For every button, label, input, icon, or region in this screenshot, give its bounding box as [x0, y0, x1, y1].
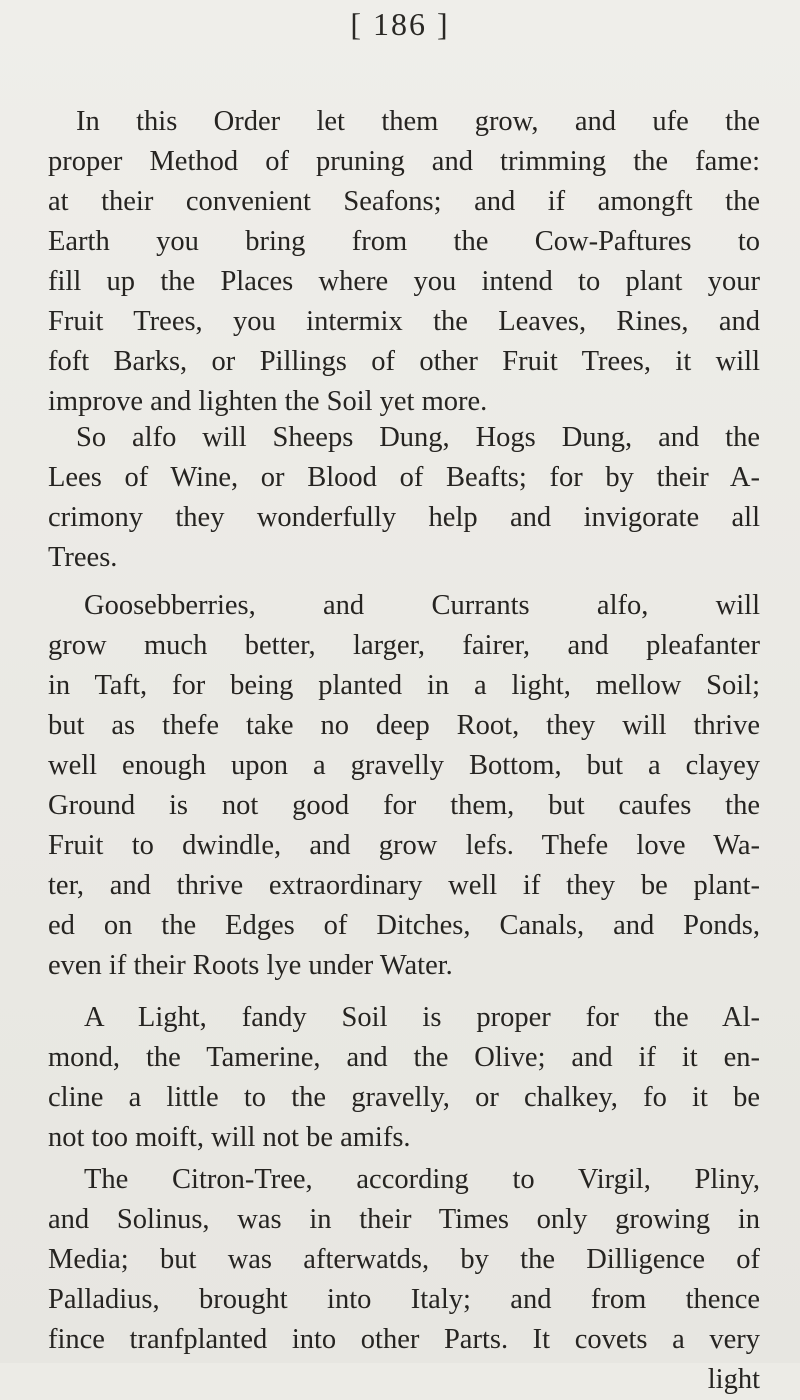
paragraph-2 [48, 418, 760, 578]
paragraph-1 [48, 102, 760, 422]
text-line: So alfo will Sheeps Dung, Hogs Dung, and the [76, 422, 760, 453]
text-line: crimony they wonderfully help and invigorate all [48, 502, 760, 533]
text-line: in Taft, for being planted in a light, mellow Soil; [48, 670, 760, 701]
text-line: Ground is not good for them, but caufes the [48, 790, 760, 821]
text-line: fince tranfplanted into other Parts. It covets a very [48, 1324, 760, 1355]
text-line: Goosebberries, and Currants alfo, will [84, 590, 760, 621]
text-line: not too moift, will not be amifs. [48, 1122, 411, 1153]
text-line: and Solinus, was in their Times only growing in [48, 1204, 760, 1235]
text-line: In this Order let them grow, and ufe the [76, 106, 760, 137]
text-line: Trees. [48, 542, 118, 573]
text-line: improve and lighten the Soil yet more. [48, 386, 488, 417]
paragraph-4 [48, 998, 760, 1158]
page-number: [ 186 ] [350, 6, 450, 42]
text-line: fill up the Places where you intend to plant your [48, 266, 760, 297]
text-line: grow much better, larger, fairer, and pleafanter [48, 630, 760, 661]
text-line: Lees of Wine, or Blood of Beafts; for by their A- [48, 462, 760, 493]
text-line: Fruit Trees, you intermix the Leaves, Rines, and [48, 306, 760, 337]
paragraph-3 [48, 586, 760, 986]
text-line: at their convenient Seafons; and if amongft the [48, 186, 760, 217]
catchword: light [707, 1364, 760, 1395]
text-line: Earth you bring from the Cow-Paftures to [48, 226, 760, 257]
text-line: even if their Roots lye under Water. [48, 950, 453, 981]
text-line: but as thefe take no deep Root, they will thrive [48, 710, 760, 741]
text-line: proper Method of pruning and trimming the fame: [48, 146, 760, 177]
text-line: cline a little to the gravelly, or chalkey, fo it be [48, 1082, 760, 1113]
text-line: The Citron-Tree, according to Virgil, Pliny, [84, 1164, 760, 1195]
text-line: ed on the Edges of Ditches, Canals, and Ponds, [48, 910, 760, 941]
text-line: A Light, fandy Soil is proper for the Al- [84, 1002, 760, 1033]
text-line: mond, the Tamerine, and the Olive; and if it en- [48, 1042, 760, 1073]
text-line: Palladius, brought into Italy; and from thence [48, 1284, 760, 1315]
paragraph-5 [48, 1160, 760, 1400]
text-line: Media; but was afterwatds, by the Dilligence of [48, 1244, 760, 1275]
text-line: foft Barks, or Pillings of other Fruit Trees, it will [48, 346, 760, 377]
text-line: ter, and thrive extraordinary well if they be plant- [48, 870, 760, 901]
text-line: well enough upon a gravelly Bottom, but a clayey [48, 750, 760, 781]
text-line: Fruit to dwindle, and grow lefs. Thefe love Wa- [48, 830, 760, 861]
